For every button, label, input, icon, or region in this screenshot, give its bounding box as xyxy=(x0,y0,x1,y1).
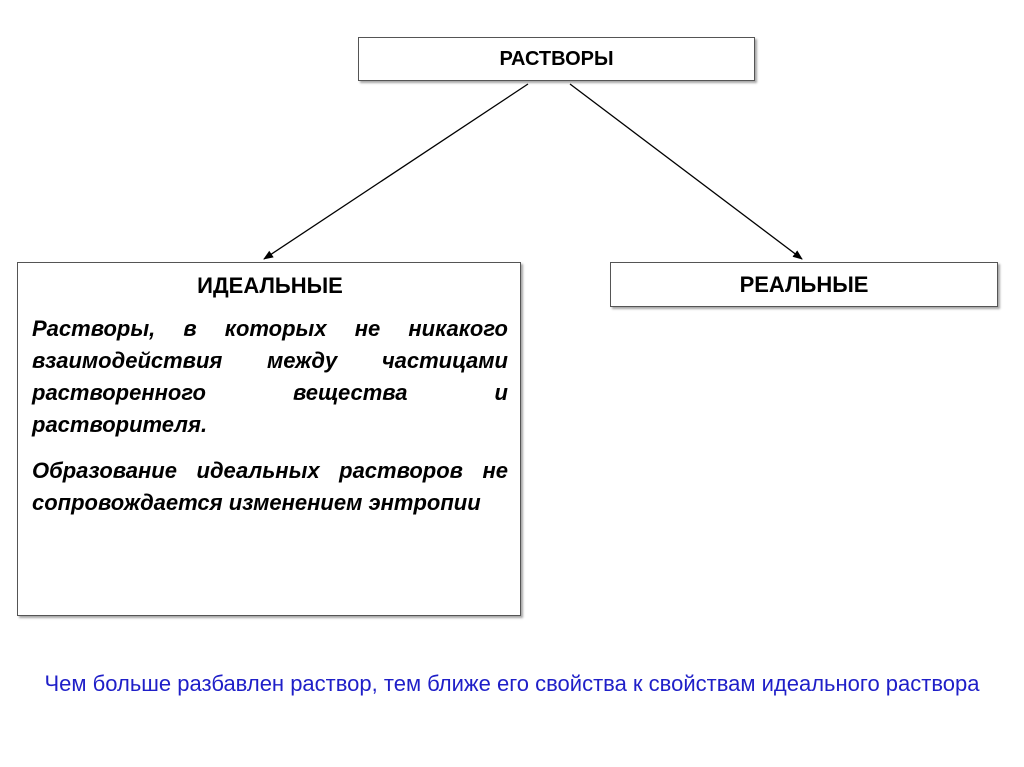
arrow-to-real xyxy=(570,84,802,259)
footer-note: Чем больше разбавлен раствор, тем ближе его свойства к свойствам идеального раствора xyxy=(44,671,980,696)
root-node-solutions xyxy=(358,37,755,81)
ideal-definition-text: Растворы, в которых не никакого взаимодействия между частицами растворенного вещества и растворителя. xyxy=(32,316,508,437)
ideal-solutions-title: ИДЕАЛЬНЫЕ xyxy=(197,273,343,298)
ideal-entropy-text: Образование идеальных растворов не сопровождается изменением энтропии xyxy=(32,458,508,515)
root-node-label: РАСТВОРЫ xyxy=(499,47,614,70)
ideal-solutions-node xyxy=(17,262,521,616)
real-solutions-title: РЕАЛЬНЫЕ xyxy=(739,271,869,297)
real-solutions-node xyxy=(610,262,998,307)
arrow-to-ideal xyxy=(264,84,528,259)
